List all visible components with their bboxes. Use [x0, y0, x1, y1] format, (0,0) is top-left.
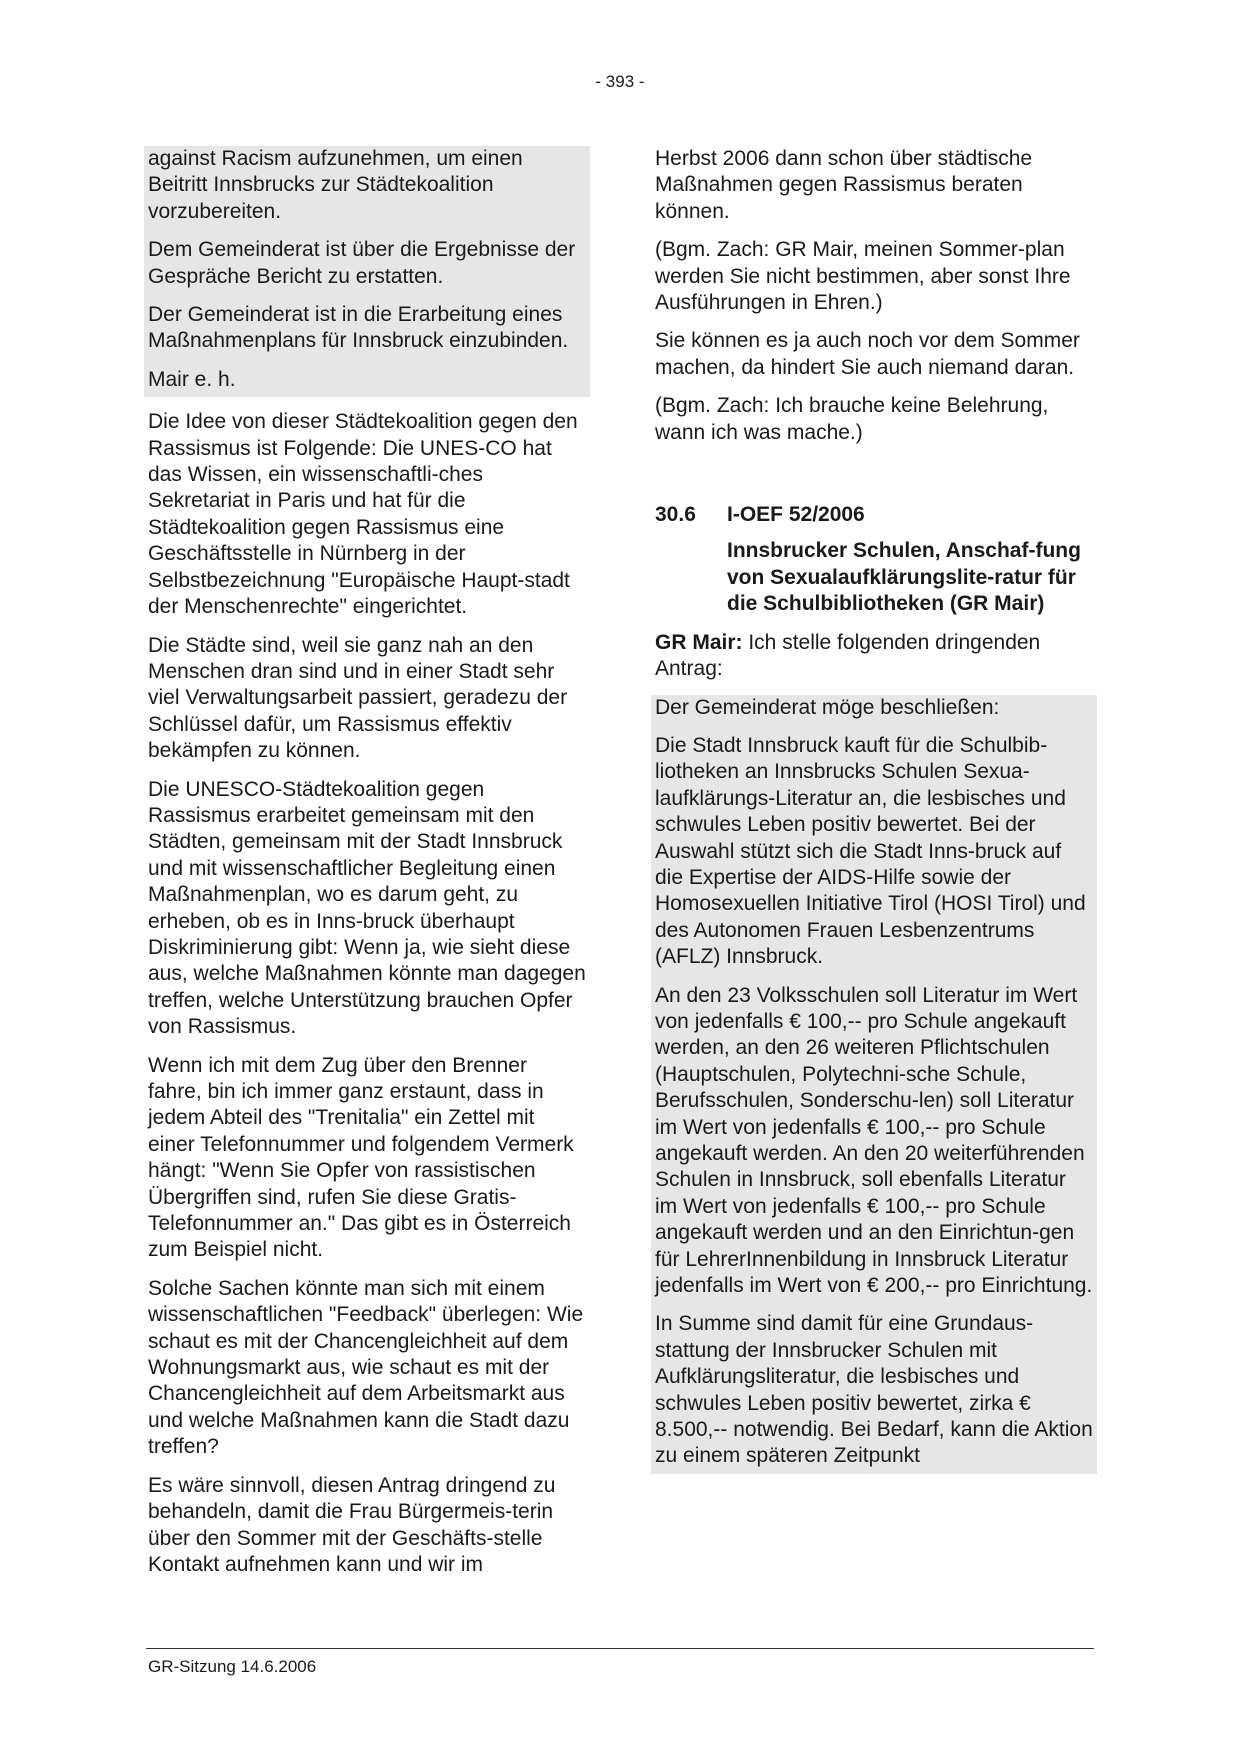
speaker-name: GR Mair: [655, 630, 743, 654]
paragraph: (Bgm. Zach: GR Mair, meinen Sommer-plan werden Sie nicht bestimmen, aber sonst Ihre Ausführungen in Ehren.) [655, 238, 1071, 315]
paragraph: Mair e. h. [148, 367, 236, 391]
section-title: Innsbrucker Schulen, Anschaf-fung von Sexualaufklärungslite-ratur für die Schulbibliotheken (GR Mair) [727, 539, 1081, 616]
paragraph: An den 23 Volksschulen soll Literatur im Wert von jedenfalls € 100,-- pro Schule angekauft werden, an den 26 weiteren Pflichtschulen (Hauptschulen, Polytechni-sche Schule, Berufsschulen, Sonderschu-len) soll Literatur im Wert von jedenfalls € 100,-- pro Schule angekauft werden. An den 20 weiterführenden Schulen in Innsbruck, soll ebenfalls Literatur im Wert von jedenfalls € 100,-- pro Schule angekauft werden und an den Einrichtun-gen für LehrerInnenbildung in Innsbruck Literatur jedenfalls im Wert von € 200,-- pro Einrichtung. [655, 983, 1093, 1298]
paragraph: Die Idee von dieser Städtekoalition gegen den Rassismus ist Folgende: Die UNES-CO hat das Wissen, ein wissenschaftli-ches Sekretariat in Paris und hat für die Städtekoalition gegen Rassismus eine Geschäftsstelle in Nürnberg in der Selbstbezeichnung "Europäische Haupt-stadt der Menschenrechte" eingerichtet. [148, 410, 578, 619]
paragraph: Solche Sachen könnte man sich mit einem wissenschaftlichen "Feedback" überlegen: Wie schaut es mit der Chancengleichheit auf dem Wohnungsmarkt aus, wie schaut es mit der Chancengleichheit auf dem Arbeitsmarkt aus und welche Maßnahmen kann die Stadt dazu treffen? [148, 1276, 584, 1459]
left-column [146, 146, 588, 1590]
page-number: - 393 - [595, 72, 645, 91]
paragraph: Die Stadt Innsbruck kauft für die Schulbib-liotheken an Innsbrucks Schulen Sexua-laufklärungs-Literatur an, die lesbisches und schwules Leben positiv bewertet. Bei der Auswahl stützt sich die Stadt Inns-bruck auf die Expertise der AIDS-Hilfe sowie der Homosexuellen Initiative Tirol (HOSI Tirol) und des Autonomen Frauen Lesbenzentrums (AFLZ) Innsbruck. [655, 733, 1086, 969]
paragraph: Dem Gemeinderat ist über die Ergebnisse der Gespräche Bericht zu erstatten. [148, 238, 576, 288]
highlighted-motion-text [144, 146, 590, 397]
footer-session-date: GR-Sitzung 14.6.2006 [148, 1657, 317, 1676]
paragraph: (Bgm. Zach: Ich brauche keine Belehrung, wann ich was mache.) [655, 394, 1049, 444]
section-heading [653, 502, 1095, 528]
section-code: I-OEF 52/2006 [727, 503, 865, 527]
footer-divider [146, 1648, 1094, 1649]
paragraph: Es wäre sinnvoll, diesen Antrag dringend zu behandeln, damit die Frau Bürgermeis-terin über den Sommer mit der Geschäfts-stelle Kontakt aufnehmen kann und wir im [148, 1473, 556, 1576]
paragraph: Herbst 2006 dann schon über städtische Maßnahmen gegen Rassismus beraten können. [655, 147, 1033, 223]
paragraph: Wenn ich mit dem Zug über den Brenner fahre, bin ich immer ganz erstaunt, dass in jedem Abteil des "Trenitalia" ein Zettel mit einer Telefonnummer und folgendem Vermerk hängt: "Wenn Sie Opfer von rassistischen Übergriffen sind, rufen Sie diese Gratis-Telefonnummer an." Das gibt es in Österreich zum Beispiel nicht. [148, 1053, 574, 1262]
paragraph: Die Städte sind, weil sie ganz nah an den Menschen dran sind und in einer Stadt sehr viel Verwaltungsarbeit passiert, geradezu der Schlüssel dafür, um Rassismus effektiv bekämpfen zu können. [148, 633, 568, 763]
paragraph: In Summe sind damit für eine Grundaus-stattung der Innsbrucker Schulen mit Aufklärungsliteratur, die lesbisches und schwules Leben positiv bewertet, zirka € 8.500,-- notwendig. Bei Bedarf, kann die Aktion zu einem späteren Zeitpunkt [655, 1312, 1093, 1468]
speaker-paragraph [653, 630, 1095, 683]
paragraph: against Racism aufzunehmen, um einen Beitritt Innsbrucks zur Städtekoalition vorzubereiten. [148, 147, 523, 223]
highlighted-motion-text [651, 695, 1097, 1474]
paragraph: Der Gemeinderat möge beschließen: [655, 695, 1000, 719]
section-number: 30.6 [655, 503, 696, 527]
paragraph: Sie können es ja auch noch vor dem Sommer machen, da hindert Sie auch niemand daran. [655, 329, 1080, 379]
paragraph: Der Gemeinderat ist in die Erarbeitung eines Maßnahmenplans für Innsbruck einzubinden. [148, 303, 569, 353]
right-column [653, 146, 1095, 1486]
speaker-text: Ich stelle folgenden dringenden Antrag: [655, 630, 1041, 681]
paragraph: Die UNESCO-Städtekoalition gegen Rassismus erarbeitet gemeinsam mit den Städten, gemeinsam mit der Stadt Innsbruck und mit wissenschaftlicher Begleitung einen Maßnahmenplan, wo es darum geht, zu erheben, ob es in Inns-bruck überhaupt Diskriminierung gibt: Wenn ja, wie sieht diese aus, welche Maßnahmen könnte man dagegen treffen, welche Unterstützung brauchen Opfer von Rassismus. [148, 777, 586, 1039]
